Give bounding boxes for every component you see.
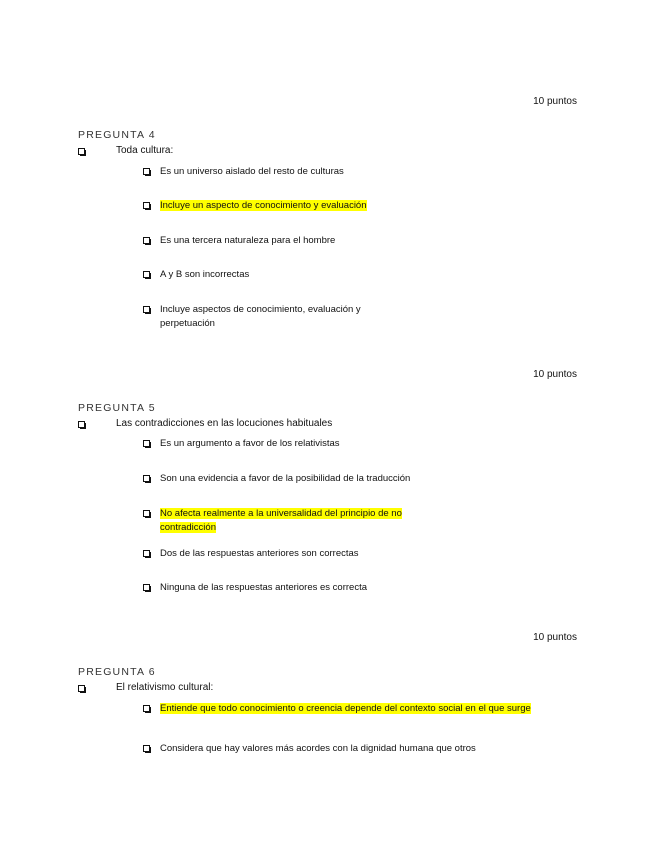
question-stem-text: El relativismo cultural:: [116, 682, 214, 693]
answer-option-text: Dos de las respuestas anteriores son correctas: [160, 548, 359, 559]
answer-option[interactable]: [143, 472, 543, 486]
checkbox-bullet-icon: [143, 704, 151, 712]
answer-option[interactable]: [143, 268, 543, 282]
answer-option-text: Es una tercera naturaleza para el hombre: [160, 235, 336, 246]
answer-option[interactable]: [143, 547, 543, 561]
answer-option[interactable]: [143, 437, 543, 451]
answer-option-text: Entiende que todo conocimiento o creencia depende del contexto social en el que surge: [160, 703, 531, 714]
points-label: 10 puntos: [533, 369, 577, 380]
answer-option-highlighted[interactable]: [143, 199, 543, 213]
checkbox-bullet-icon: [143, 305, 151, 313]
checkbox-bullet-icon: [143, 509, 151, 517]
answer-option-highlighted[interactable]: [143, 702, 543, 716]
answer-option-text: Es un universo aislado del resto de culturas: [160, 166, 344, 177]
checkbox-bullet-icon: [78, 147, 86, 155]
answer-option[interactable]: [143, 165, 543, 179]
question-title: PREGUNTA 5: [78, 402, 156, 414]
question-stem-text: Las contradicciones en las locuciones habituales: [116, 418, 333, 429]
question-title: PREGUNTA 6: [78, 666, 156, 678]
points-label: 10 puntos: [533, 96, 577, 107]
answer-option-text: Incluye aspectos de conocimiento, evaluación y perpetuación: [160, 304, 361, 329]
answer-option-text: Considera que hay valores más acordes con la dignidad humana que otros: [160, 743, 476, 754]
checkbox-bullet-icon: [143, 474, 151, 482]
checkbox-bullet-icon: [78, 684, 86, 692]
answer-option-highlighted[interactable]: [143, 507, 443, 535]
checkbox-bullet-icon: [143, 167, 151, 175]
checkbox-bullet-icon: [143, 201, 151, 209]
question-stem-text: Toda cultura:: [116, 145, 174, 156]
answer-option-text: Incluye un aspecto de conocimiento y evaluación: [160, 200, 367, 211]
checkbox-bullet-icon: [143, 744, 151, 752]
answer-option-text: Es un argumento a favor de los relativistas: [160, 438, 340, 449]
checkbox-bullet-icon: [78, 420, 86, 428]
checkbox-bullet-icon: [143, 236, 151, 244]
answer-option-text: A y B son incorrectas: [160, 269, 250, 280]
checkbox-bullet-icon: [143, 549, 151, 557]
checkbox-bullet-icon: [143, 583, 151, 591]
answer-option[interactable]: [143, 234, 543, 248]
checkbox-bullet-icon: [143, 439, 151, 447]
answer-option-text: No afecta realmente a la universalidad del principio de no contradicción: [160, 508, 402, 533]
question-title: PREGUNTA 4: [78, 129, 156, 141]
answer-option[interactable]: [143, 303, 388, 331]
answer-option[interactable]: [143, 581, 543, 595]
checkbox-bullet-icon: [143, 270, 151, 278]
answer-option[interactable]: [143, 742, 563, 756]
answer-option-text: Son una evidencia a favor de la posibilidad de la traducción: [160, 473, 411, 484]
points-label: 10 puntos: [533, 632, 577, 643]
answer-option-text: Ninguna de las respuestas anteriores es correcta: [160, 582, 368, 593]
